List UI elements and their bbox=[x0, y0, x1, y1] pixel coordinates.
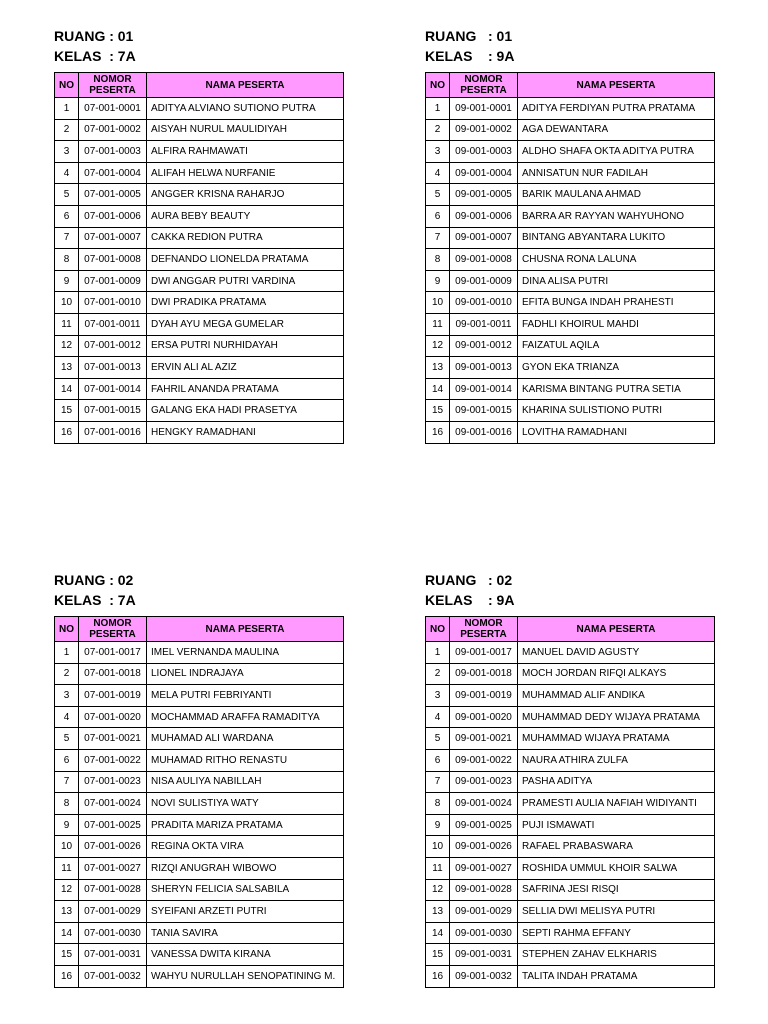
table-header-row bbox=[55, 617, 344, 642]
table-header-row bbox=[426, 73, 715, 98]
cell-nama-peserta: MOCH JORDAN RIFQI ALKAYS bbox=[518, 663, 715, 685]
cell-nomor-peserta: 09-001-0006 bbox=[450, 205, 518, 227]
table-row bbox=[55, 249, 344, 271]
block-ruang-02-9a bbox=[425, 570, 715, 988]
table-row bbox=[55, 378, 344, 400]
cell-nomor-peserta: 07-001-0002 bbox=[79, 119, 147, 141]
cell-nomor-peserta: 09-001-0004 bbox=[450, 162, 518, 184]
cell-nama-peserta: TANIA SAVIRA bbox=[147, 922, 344, 944]
cell-nomor-peserta: 09-001-0005 bbox=[450, 184, 518, 206]
cell-nomor-peserta: 07-001-0014 bbox=[79, 378, 147, 400]
table-row bbox=[426, 901, 715, 923]
cell-nama-peserta: BARIK MAULANA AHMAD bbox=[518, 184, 715, 206]
cell-nama-peserta: AGA DEWANTARA bbox=[518, 119, 715, 141]
cell-nama-peserta: RIZQI ANUGRAH WIBOWO bbox=[147, 857, 344, 879]
cell-nomor-peserta: 09-001-0001 bbox=[450, 98, 518, 120]
cell-no: 13 bbox=[55, 357, 79, 379]
table-row bbox=[55, 184, 344, 206]
cell-no: 7 bbox=[55, 771, 79, 793]
kelas-label: KELAS : 9A bbox=[425, 592, 515, 608]
cell-nomor-peserta: 07-001-0004 bbox=[79, 162, 147, 184]
col-header-no: NO bbox=[55, 617, 79, 642]
kelas-label: KELAS : 7A bbox=[54, 592, 136, 608]
table-row bbox=[55, 642, 344, 664]
col-header-nomor-peserta: NOMOR PESERTA bbox=[450, 617, 518, 642]
cell-nomor-peserta: 09-001-0023 bbox=[450, 771, 518, 793]
cell-nama-peserta: AURA BEBY BEAUTY bbox=[147, 205, 344, 227]
ruang-label: RUANG : 02 bbox=[54, 572, 134, 588]
col-header-nomor-peserta: NOMOR PESERTA bbox=[79, 73, 147, 98]
cell-nomor-peserta: 07-001-0007 bbox=[79, 227, 147, 249]
cell-nama-peserta: WAHYU NURULLAH SENOPATINING M. bbox=[147, 965, 344, 987]
cell-no: 7 bbox=[426, 771, 450, 793]
cell-nama-peserta: ANGGER KRISNA RAHARJO bbox=[147, 184, 344, 206]
cell-no: 16 bbox=[55, 965, 79, 987]
cell-nama-peserta: IMEL VERNANDA MAULINA bbox=[147, 642, 344, 664]
cell-no: 13 bbox=[426, 357, 450, 379]
cell-nama-peserta: GYON EKA TRIANZA bbox=[518, 357, 715, 379]
cell-nomor-peserta: 07-001-0016 bbox=[79, 421, 147, 443]
table-row bbox=[55, 205, 344, 227]
table-row bbox=[55, 922, 344, 944]
table-row bbox=[55, 706, 344, 728]
cell-nama-peserta: MUHAMAD RITHO RENASTU bbox=[147, 749, 344, 771]
cell-no: 15 bbox=[55, 400, 79, 422]
cell-nomor-peserta: 09-001-0012 bbox=[450, 335, 518, 357]
cell-nama-peserta: ERVIN ALI AL AZIZ bbox=[147, 357, 344, 379]
cell-nama-peserta: ADITYA FERDIYAN PUTRA PRATAMA bbox=[518, 98, 715, 120]
cell-no: 6 bbox=[426, 749, 450, 771]
cell-nomor-peserta: 09-001-0017 bbox=[450, 642, 518, 664]
cell-nomor-peserta: 09-001-0013 bbox=[450, 357, 518, 379]
cell-nama-peserta: ALFIRA RAHMAWATI bbox=[147, 141, 344, 163]
cell-nama-peserta: PUJI ISMAWATI bbox=[518, 814, 715, 836]
cell-no: 16 bbox=[426, 421, 450, 443]
cell-no: 10 bbox=[426, 836, 450, 858]
block-ruang-01-7a bbox=[54, 26, 344, 444]
table-row bbox=[426, 879, 715, 901]
participant-table bbox=[425, 616, 715, 988]
cell-nomor-peserta: 07-001-0001 bbox=[79, 98, 147, 120]
cell-no: 8 bbox=[55, 249, 79, 271]
col-header-no: NO bbox=[426, 73, 450, 98]
table-row bbox=[55, 292, 344, 314]
table-row bbox=[55, 965, 344, 987]
table-row bbox=[426, 205, 715, 227]
cell-no: 9 bbox=[55, 270, 79, 292]
cell-no: 8 bbox=[426, 249, 450, 271]
table-row bbox=[55, 749, 344, 771]
cell-nama-peserta: ADITYA ALVIANO SUTIONO PUTRA bbox=[147, 98, 344, 120]
cell-nama-peserta: SHERYN FELICIA SALSABILA bbox=[147, 879, 344, 901]
table-row bbox=[55, 98, 344, 120]
cell-nomor-peserta: 09-001-0009 bbox=[450, 270, 518, 292]
cell-nama-peserta: FAHRIL ANANDA PRATAMA bbox=[147, 378, 344, 400]
cell-nomor-peserta: 07-001-0012 bbox=[79, 335, 147, 357]
cell-no: 11 bbox=[426, 857, 450, 879]
kelas-label: KELAS : 7A bbox=[54, 48, 136, 64]
cell-nama-peserta: KHARINA SULISTIONO PUTRI bbox=[518, 400, 715, 422]
table-row bbox=[426, 421, 715, 443]
cell-nomor-peserta: 09-001-0030 bbox=[450, 922, 518, 944]
table-row bbox=[426, 836, 715, 858]
cell-nama-peserta: TALITA INDAH PRATAMA bbox=[518, 965, 715, 987]
cell-nomor-peserta: 07-001-0024 bbox=[79, 793, 147, 815]
cell-nama-peserta: LOVITHA RAMADHANI bbox=[518, 421, 715, 443]
cell-nomor-peserta: 09-001-0011 bbox=[450, 313, 518, 335]
table-row bbox=[426, 119, 715, 141]
cell-nama-peserta: MUHAMMAD ALIF ANDIKA bbox=[518, 685, 715, 707]
col-header-nama-peserta: NAMA PESERTA bbox=[518, 73, 715, 98]
cell-nama-peserta: DEFNANDO LIONELDA PRATAMA bbox=[147, 249, 344, 271]
table-row bbox=[426, 162, 715, 184]
table-row bbox=[55, 944, 344, 966]
cell-nomor-peserta: 09-001-0019 bbox=[450, 685, 518, 707]
cell-no: 3 bbox=[426, 685, 450, 707]
cell-nomor-peserta: 09-001-0016 bbox=[450, 421, 518, 443]
col-header-nama-peserta: NAMA PESERTA bbox=[518, 617, 715, 642]
table-row bbox=[426, 292, 715, 314]
table-row bbox=[426, 642, 715, 664]
cell-nomor-peserta: 09-001-0031 bbox=[450, 944, 518, 966]
table-row bbox=[426, 706, 715, 728]
table-row bbox=[55, 879, 344, 901]
cell-nama-peserta: GALANG EKA HADI PRASETYA bbox=[147, 400, 344, 422]
cell-nomor-peserta: 09-001-0027 bbox=[450, 857, 518, 879]
cell-nama-peserta: ANNISATUN NUR FADILAH bbox=[518, 162, 715, 184]
cell-nama-peserta: FADHLI KHOIRUL MAHDI bbox=[518, 313, 715, 335]
table-row bbox=[426, 771, 715, 793]
cell-no: 3 bbox=[55, 685, 79, 707]
cell-no: 13 bbox=[55, 901, 79, 923]
cell-no: 15 bbox=[55, 944, 79, 966]
table-row bbox=[55, 814, 344, 836]
table-header-row bbox=[426, 617, 715, 642]
cell-nama-peserta: SELLIA DWI MELISYA PUTRI bbox=[518, 901, 715, 923]
cell-no: 4 bbox=[426, 706, 450, 728]
table-row bbox=[55, 141, 344, 163]
cell-nomor-peserta: 09-001-0029 bbox=[450, 901, 518, 923]
table-row bbox=[55, 421, 344, 443]
table-row bbox=[426, 944, 715, 966]
cell-no: 6 bbox=[55, 205, 79, 227]
cell-no: 6 bbox=[426, 205, 450, 227]
ruang-label: RUANG : 01 bbox=[54, 28, 134, 44]
cell-no: 11 bbox=[426, 313, 450, 335]
table-row bbox=[426, 378, 715, 400]
cell-nama-peserta: CAKKA REDION PUTRA bbox=[147, 227, 344, 249]
cell-nomor-peserta: 09-001-0026 bbox=[450, 836, 518, 858]
ruang-label: RUANG : 02 bbox=[425, 572, 513, 588]
cell-nomor-peserta: 09-001-0008 bbox=[450, 249, 518, 271]
cell-nama-peserta: MANUEL DAVID AGUSTY bbox=[518, 642, 715, 664]
cell-nama-peserta: AISYAH NURUL MAULIDIYAH bbox=[147, 119, 344, 141]
block-ruang-02-7a bbox=[54, 570, 344, 988]
cell-nama-peserta: VANESSA DWITA KIRANA bbox=[147, 944, 344, 966]
cell-nomor-peserta: 07-001-0008 bbox=[79, 249, 147, 271]
table-row bbox=[55, 162, 344, 184]
table-row bbox=[426, 685, 715, 707]
cell-no: 3 bbox=[426, 141, 450, 163]
cell-no: 14 bbox=[426, 378, 450, 400]
cell-nama-peserta: CHUSNA RONA LALUNA bbox=[518, 249, 715, 271]
cell-no: 9 bbox=[426, 814, 450, 836]
cell-nomor-peserta: 07-001-0031 bbox=[79, 944, 147, 966]
cell-no: 6 bbox=[55, 749, 79, 771]
cell-nama-peserta: KARISMA BINTANG PUTRA SETIA bbox=[518, 378, 715, 400]
cell-no: 15 bbox=[426, 400, 450, 422]
table-row bbox=[55, 227, 344, 249]
col-header-no: NO bbox=[55, 73, 79, 98]
cell-no: 12 bbox=[426, 879, 450, 901]
cell-nama-peserta: DWI PRADIKA PRATAMA bbox=[147, 292, 344, 314]
table-row bbox=[55, 857, 344, 879]
cell-nama-peserta: PASHA ADITYA bbox=[518, 771, 715, 793]
cell-nama-peserta: STEPHEN ZAHAV ELKHARIS bbox=[518, 944, 715, 966]
cell-no: 12 bbox=[55, 335, 79, 357]
col-header-nomor-peserta: NOMOR PESERTA bbox=[79, 617, 147, 642]
table-row bbox=[426, 749, 715, 771]
table-row bbox=[55, 335, 344, 357]
cell-no: 10 bbox=[55, 292, 79, 314]
table-row bbox=[55, 119, 344, 141]
col-header-no: NO bbox=[426, 617, 450, 642]
cell-nomor-peserta: 07-001-0011 bbox=[79, 313, 147, 335]
table-row bbox=[426, 793, 715, 815]
cell-nomor-peserta: 09-001-0015 bbox=[450, 400, 518, 422]
cell-no: 1 bbox=[426, 98, 450, 120]
cell-nama-peserta: ALDHO SHAFA OKTA ADITYA PUTRA bbox=[518, 141, 715, 163]
table-row bbox=[55, 663, 344, 685]
table-row bbox=[426, 857, 715, 879]
table-row bbox=[426, 270, 715, 292]
cell-nomor-peserta: 09-001-0014 bbox=[450, 378, 518, 400]
cell-no: 8 bbox=[55, 793, 79, 815]
participant-table bbox=[54, 616, 344, 988]
cell-nomor-peserta: 09-001-0021 bbox=[450, 728, 518, 750]
cell-nama-peserta: RAFAEL PRABASWARA bbox=[518, 836, 715, 858]
table-row bbox=[426, 965, 715, 987]
cell-nomor-peserta: 07-001-0018 bbox=[79, 663, 147, 685]
table-header-row bbox=[55, 73, 344, 98]
participant-table bbox=[425, 72, 715, 444]
cell-nama-peserta: ALIFAH HELWA NURFANIE bbox=[147, 162, 344, 184]
cell-nama-peserta: NAURA ATHIRA ZULFA bbox=[518, 749, 715, 771]
cell-nomor-peserta: 09-001-0022 bbox=[450, 749, 518, 771]
cell-nama-peserta: SYEIFANI ARZETI PUTRI bbox=[147, 901, 344, 923]
cell-nama-peserta: LIONEL INDRAJAYA bbox=[147, 663, 344, 685]
block-ruang-01-9a bbox=[425, 26, 715, 444]
cell-nama-peserta: MUHAMAD ALI WARDANA bbox=[147, 728, 344, 750]
cell-nomor-peserta: 09-001-0007 bbox=[450, 227, 518, 249]
cell-nomor-peserta: 07-001-0009 bbox=[79, 270, 147, 292]
cell-no: 1 bbox=[426, 642, 450, 664]
table-row bbox=[426, 141, 715, 163]
cell-no: 4 bbox=[55, 162, 79, 184]
cell-no: 8 bbox=[426, 793, 450, 815]
table-row bbox=[426, 335, 715, 357]
cell-nama-peserta: EFITA BUNGA INDAH PRAHESTI bbox=[518, 292, 715, 314]
cell-no: 7 bbox=[55, 227, 79, 249]
cell-no: 1 bbox=[55, 98, 79, 120]
table-row bbox=[55, 357, 344, 379]
col-header-nama-peserta: NAMA PESERTA bbox=[147, 73, 344, 98]
cell-nama-peserta: ROSHIDA UMMUL KHOIR SALWA bbox=[518, 857, 715, 879]
cell-nama-peserta: BARRA AR RAYYAN WAHYUHONO bbox=[518, 205, 715, 227]
table-row bbox=[55, 685, 344, 707]
cell-nomor-peserta: 07-001-0022 bbox=[79, 749, 147, 771]
cell-no: 9 bbox=[55, 814, 79, 836]
col-header-nomor-peserta: NOMOR PESERTA bbox=[450, 73, 518, 98]
table-row bbox=[426, 814, 715, 836]
cell-nomor-peserta: 07-001-0006 bbox=[79, 205, 147, 227]
table-row bbox=[426, 400, 715, 422]
cell-nama-peserta: MOCHAMMAD ARAFFA RAMADITYA bbox=[147, 706, 344, 728]
cell-no: 2 bbox=[426, 119, 450, 141]
cell-no: 3 bbox=[55, 141, 79, 163]
table-row bbox=[426, 184, 715, 206]
cell-no: 2 bbox=[55, 663, 79, 685]
table-row bbox=[426, 249, 715, 271]
kelas-label: KELAS : 9A bbox=[425, 48, 515, 64]
cell-nomor-peserta: 09-001-0020 bbox=[450, 706, 518, 728]
cell-no: 1 bbox=[55, 642, 79, 664]
table-row bbox=[55, 400, 344, 422]
cell-nomor-peserta: 07-001-0010 bbox=[79, 292, 147, 314]
table-row bbox=[426, 313, 715, 335]
cell-no: 14 bbox=[426, 922, 450, 944]
cell-no: 5 bbox=[55, 184, 79, 206]
cell-nomor-peserta: 07-001-0017 bbox=[79, 642, 147, 664]
cell-no: 16 bbox=[426, 965, 450, 987]
cell-nomor-peserta: 09-001-0024 bbox=[450, 793, 518, 815]
cell-nama-peserta: MUHAMMAD WIJAYA PRATAMA bbox=[518, 728, 715, 750]
cell-nama-peserta: PRADITA MARIZA PRATAMA bbox=[147, 814, 344, 836]
cell-nomor-peserta: 07-001-0005 bbox=[79, 184, 147, 206]
cell-nomor-peserta: 07-001-0015 bbox=[79, 400, 147, 422]
cell-nomor-peserta: 09-001-0018 bbox=[450, 663, 518, 685]
cell-no: 5 bbox=[426, 184, 450, 206]
table-row bbox=[426, 663, 715, 685]
cell-nomor-peserta: 07-001-0023 bbox=[79, 771, 147, 793]
participant-table bbox=[54, 72, 344, 444]
cell-nomor-peserta: 07-001-0028 bbox=[79, 879, 147, 901]
cell-nama-peserta: NOVI SULISTIYA WATY bbox=[147, 793, 344, 815]
cell-no: 2 bbox=[426, 663, 450, 685]
table-row bbox=[426, 98, 715, 120]
cell-nama-peserta: SEPTI RAHMA EFFANY bbox=[518, 922, 715, 944]
cell-nomor-peserta: 07-001-0027 bbox=[79, 857, 147, 879]
cell-nomor-peserta: 07-001-0021 bbox=[79, 728, 147, 750]
cell-nomor-peserta: 07-001-0013 bbox=[79, 357, 147, 379]
cell-no: 7 bbox=[426, 227, 450, 249]
cell-nomor-peserta: 07-001-0030 bbox=[79, 922, 147, 944]
table-row bbox=[426, 728, 715, 750]
table-row bbox=[55, 728, 344, 750]
cell-nama-peserta: DWI ANGGAR PUTRI VARDINA bbox=[147, 270, 344, 292]
table-row bbox=[55, 836, 344, 858]
cell-nomor-peserta: 07-001-0025 bbox=[79, 814, 147, 836]
cell-no: 9 bbox=[426, 270, 450, 292]
table-row bbox=[426, 922, 715, 944]
cell-no: 5 bbox=[55, 728, 79, 750]
cell-nama-peserta: PRAMESTI AULIA NAFIAH WIDIYANTI bbox=[518, 793, 715, 815]
cell-no: 14 bbox=[55, 378, 79, 400]
ruang-label: RUANG : 01 bbox=[425, 28, 513, 44]
cell-nomor-peserta: 07-001-0020 bbox=[79, 706, 147, 728]
cell-nomor-peserta: 09-001-0025 bbox=[450, 814, 518, 836]
cell-nomor-peserta: 09-001-0010 bbox=[450, 292, 518, 314]
cell-no: 10 bbox=[426, 292, 450, 314]
table-row bbox=[55, 901, 344, 923]
cell-no: 2 bbox=[55, 119, 79, 141]
cell-no: 11 bbox=[55, 857, 79, 879]
table-row bbox=[55, 793, 344, 815]
cell-no: 10 bbox=[55, 836, 79, 858]
cell-no: 12 bbox=[426, 335, 450, 357]
table-row bbox=[55, 771, 344, 793]
cell-nama-peserta: NISA AULIYA NABILLAH bbox=[147, 771, 344, 793]
cell-nama-peserta: BINTANG ABYANTARA LUKITO bbox=[518, 227, 715, 249]
cell-nomor-peserta: 09-001-0002 bbox=[450, 119, 518, 141]
cell-nomor-peserta: 07-001-0032 bbox=[79, 965, 147, 987]
cell-nama-peserta: FAIZATUL AQILA bbox=[518, 335, 715, 357]
table-row bbox=[55, 313, 344, 335]
cell-nama-peserta: DINA ALISA PUTRI bbox=[518, 270, 715, 292]
cell-no: 5 bbox=[426, 728, 450, 750]
cell-no: 15 bbox=[426, 944, 450, 966]
cell-nomor-peserta: 07-001-0029 bbox=[79, 901, 147, 923]
table-row bbox=[426, 227, 715, 249]
cell-nama-peserta: HENGKY RAMADHANI bbox=[147, 421, 344, 443]
cell-nama-peserta: MELA PUTRI FEBRIYANTI bbox=[147, 685, 344, 707]
table-row bbox=[55, 270, 344, 292]
cell-nomor-peserta: 07-001-0026 bbox=[79, 836, 147, 858]
cell-nama-peserta: REGINA OKTA VIRA bbox=[147, 836, 344, 858]
cell-nama-peserta: ERSA PUTRI NURHIDAYAH bbox=[147, 335, 344, 357]
cell-nama-peserta: DYAH AYU MEGA GUMELAR bbox=[147, 313, 344, 335]
cell-no: 13 bbox=[426, 901, 450, 923]
cell-nama-peserta: SAFRINA JESI RISQI bbox=[518, 879, 715, 901]
cell-nomor-peserta: 09-001-0003 bbox=[450, 141, 518, 163]
cell-no: 4 bbox=[426, 162, 450, 184]
cell-nomor-peserta: 09-001-0032 bbox=[450, 965, 518, 987]
cell-no: 14 bbox=[55, 922, 79, 944]
cell-no: 16 bbox=[55, 421, 79, 443]
cell-no: 11 bbox=[55, 313, 79, 335]
cell-nomor-peserta: 07-001-0003 bbox=[79, 141, 147, 163]
cell-no: 12 bbox=[55, 879, 79, 901]
cell-no: 4 bbox=[55, 706, 79, 728]
table-row bbox=[426, 357, 715, 379]
col-header-nama-peserta: NAMA PESERTA bbox=[147, 617, 344, 642]
cell-nomor-peserta: 07-001-0019 bbox=[79, 685, 147, 707]
cell-nomor-peserta: 09-001-0028 bbox=[450, 879, 518, 901]
cell-nama-peserta: MUHAMMAD DEDY WIJAYA PRATAMA bbox=[518, 706, 715, 728]
